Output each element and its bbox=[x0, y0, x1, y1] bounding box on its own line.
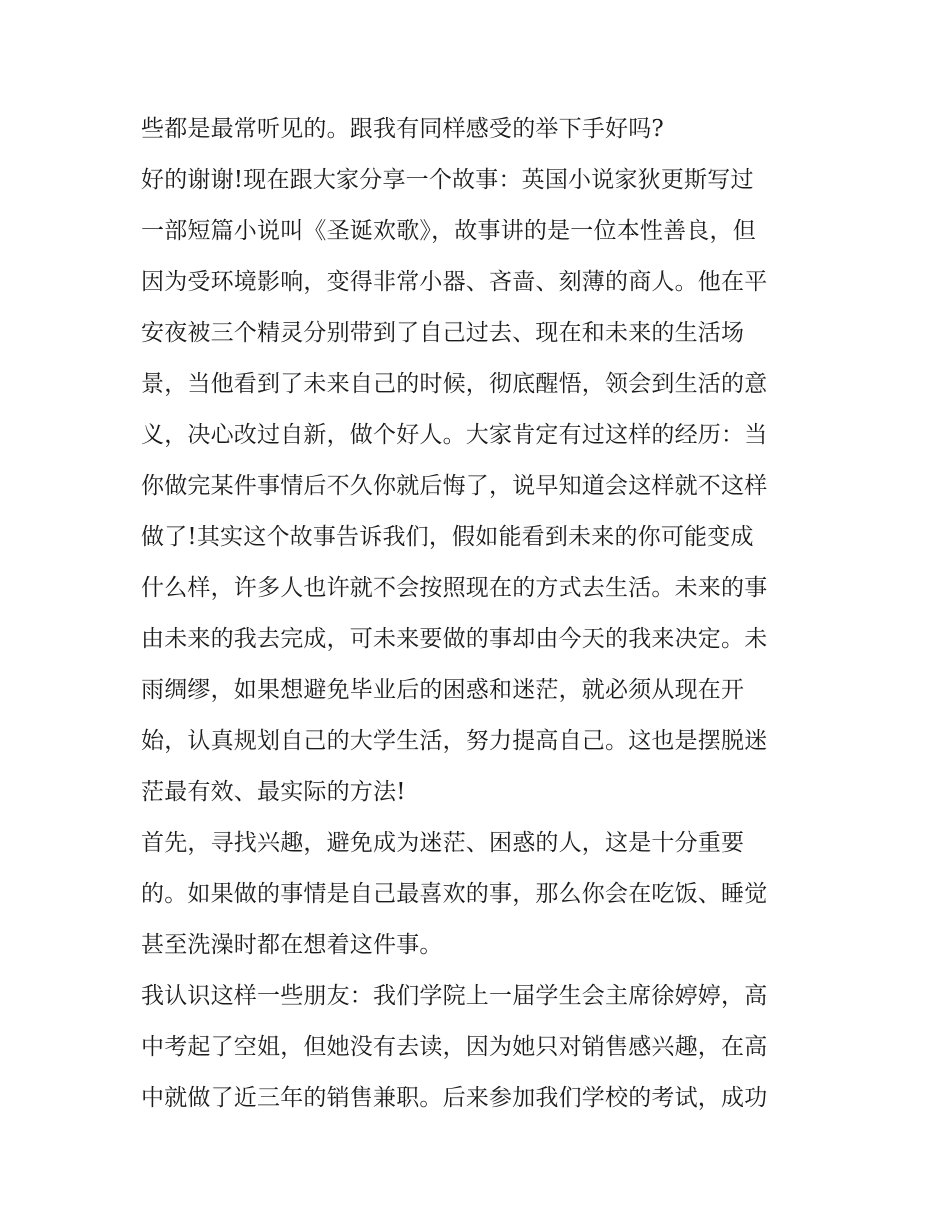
text-line: 什么样，许多人也许就不会按照现在的方式去生活。未来的事 bbox=[141, 575, 768, 601]
text-line: 安夜被三个精灵分别带到了自己过去、现在和未来的生活场 bbox=[141, 320, 745, 346]
body-text bbox=[141, 104, 821, 1124]
text-line: 你做完某件事情后不久你就后悔了，说早知道会这样就不这样 bbox=[141, 473, 768, 499]
text-line: 首先，寻找兴趣，避免成为迷茫、困惑的人，这是十分重要 bbox=[141, 830, 745, 856]
text-line: 雨绸缪，如果想避免毕业后的困惑和迷茫，就必须从现在开 bbox=[141, 677, 745, 703]
text-line: 始，认真规划自己的大学生活，努力提高自己。这也是摆脱迷 bbox=[141, 728, 768, 754]
text-line: 由未来的我去完成，可未来要做的事却由今天的我来决定。未 bbox=[141, 626, 768, 652]
text-line: 因为受环境影响，变得非常小器、吝啬、刻薄的商人。他在平 bbox=[141, 269, 768, 295]
text-line: 景，当他看到了未来自己的时候，彻底醒悟，领会到生活的意 bbox=[141, 371, 768, 397]
text-line: 义，决心改过自新，做个好人。大家肯定有过这样的经历：当 bbox=[141, 422, 768, 448]
text-line: 中就做了近三年的销售兼职。后来参加我们学校的考试，成功 bbox=[141, 1085, 768, 1111]
text-line: 的。如果做的事情是自己最喜欢的事，那么你会在吃饭、睡觉 bbox=[141, 881, 768, 907]
text-line: 做了!其实这个故事告诉我们，假如能看到未来的你可能变成 bbox=[141, 524, 754, 550]
text-line: 甚至洗澡时都在想着这件事。 bbox=[141, 932, 443, 958]
text-line: 好的谢谢!现在跟大家分享一个故事：英国小说家狄更斯写过 bbox=[141, 167, 754, 193]
text-line: 些都是最常听见的。跟我有同样感受的举下手好吗? bbox=[141, 116, 664, 142]
text-line: 中考起了空姐，但她没有去读，因为她只对销售感兴趣，在高 bbox=[141, 1034, 768, 1060]
text-line: 茫最有效、最实际的方法! bbox=[141, 779, 406, 805]
text-line: 我认识这样一些朋友：我们学院上一届学生会主席徐婷婷，高 bbox=[141, 983, 768, 1009]
text-line: 一部短篇小说叫《圣诞欢歌》，故事讲的是一位本性善良，但 bbox=[141, 218, 756, 244]
